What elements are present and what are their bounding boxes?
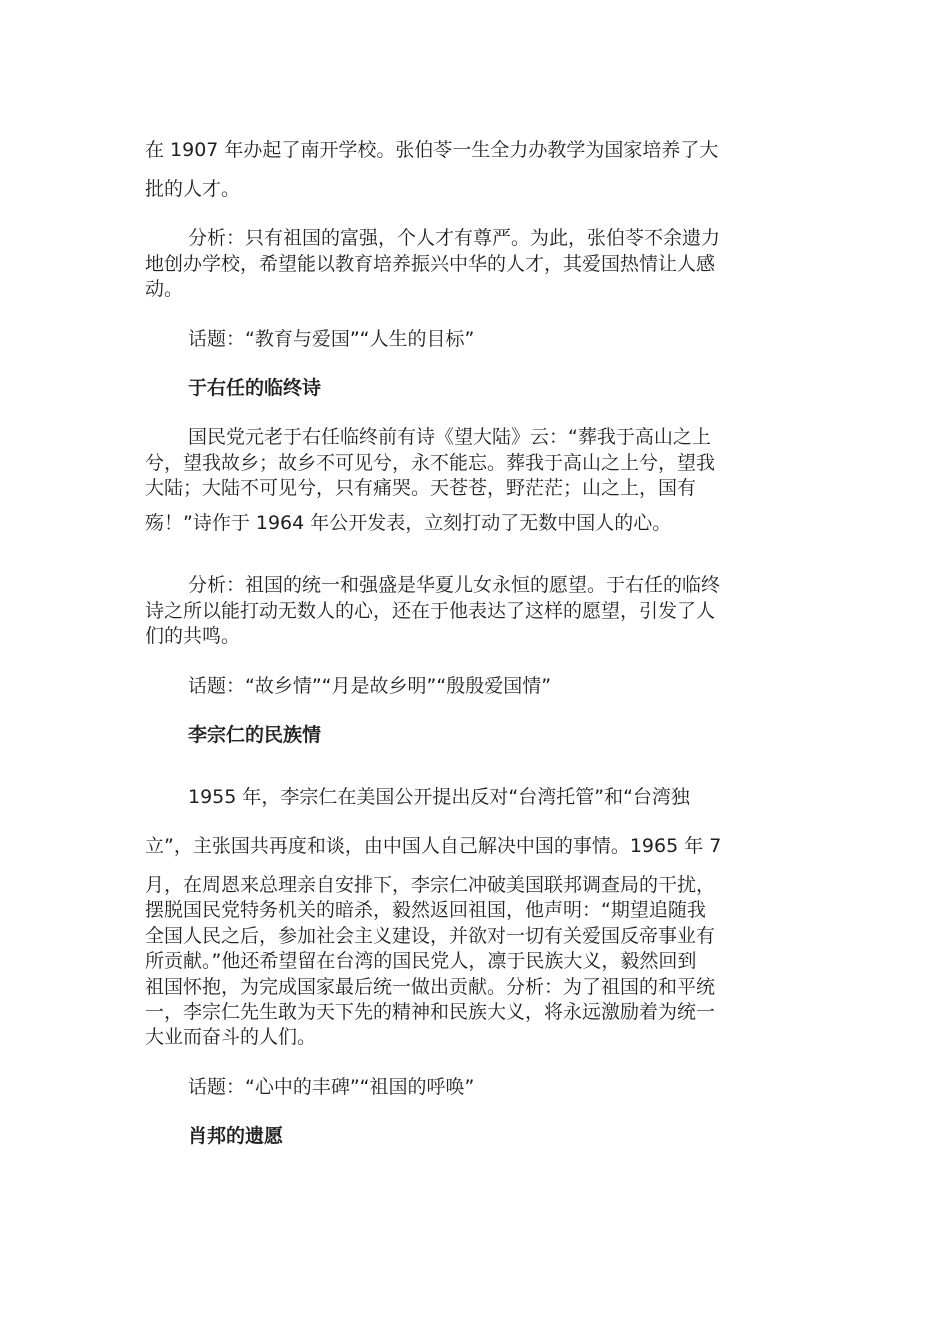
- analysis-paragraph-line: 诗之所以能打动无数人的心，还在于他表达了这样的愿望，引发了人: [145, 600, 716, 622]
- body-text-line: 1955 年，李宗仁在美国公开提出反对“台湾托管”和“台湾独: [188, 786, 690, 808]
- body-text-line: 殇！”诗作于 1964 年公开发表，立刻打动了无数中国人的心。: [145, 512, 672, 534]
- body-text-line: 大陆；大陆不可见兮，只有痛哭。天苍苍，野茫茫；山之上，国有: [145, 477, 697, 499]
- analysis-paragraph-line: 分析：只有祖国的富强，个人才有尊严。为此，张伯苓不余遗力: [188, 227, 721, 249]
- body-text-line: 立”，主张国共再度和谈，由中国人自己解决中国的事情。1965 年 7: [145, 835, 722, 857]
- section-heading: 肖邦的遗愿: [188, 1125, 284, 1147]
- topic-line: 话题：“故乡情”“月是故乡明”“殷殷爱国情”: [188, 675, 552, 697]
- analysis-paragraph-line: 们的共鸣。: [145, 625, 241, 647]
- body-text-line: 祖国怀抱，为完成国家最后统一做出贡献。分析：为了祖国的和平统: [145, 976, 716, 998]
- body-text-line: 兮，望我故乡；故乡不可见兮，永不能忘。葬我于高山之上兮，望我: [145, 452, 716, 474]
- analysis-paragraph-line: 分析：祖国的统一和强盛是华夏儿女永恒的愿望。于右任的临终: [188, 574, 721, 596]
- body-text-line: 国民党元老于右任临终前有诗《望大陆》云：“葬我于高山之上: [188, 426, 711, 448]
- analysis-paragraph-line: 地创办学校，希望能以教育培养振兴中华的人才，其爱国热情让人感: [145, 253, 716, 275]
- body-text-line: 一，李宗仁先生敢为天下先的精神和民族大义，将永远激励着为统一: [145, 1001, 716, 1023]
- topic-line: 话题：“心中的丰碑”“祖国的呼唤”: [188, 1076, 475, 1098]
- body-text-line: 全国人民之后，参加社会主义建设，并欲对一切有关爱国反帝事业有: [145, 925, 716, 947]
- body-text-line: 大业而奋斗的人们。: [145, 1026, 317, 1048]
- body-text-line: 所贡献。”他还希望留在台湾的国民党人，凛于民族大义，毅然回到: [145, 950, 697, 972]
- body-text-line: 摆脱国民党特务机关的暗杀，毅然返回祖国，他声明：“期望追随我: [145, 899, 706, 921]
- body-text-line: 在 1907 年办起了南开学校。张伯苓一生全力办教学为国家培养了大: [145, 139, 719, 161]
- section-heading: 于右任的临终诗: [188, 377, 322, 399]
- section-heading: 李宗仁的民族情: [188, 724, 322, 746]
- analysis-paragraph-line: 动。: [145, 278, 184, 300]
- body-text-line: 批的人才。: [145, 178, 241, 200]
- topic-line: 话题：“教育与爱国”“人生的目标”: [188, 328, 475, 350]
- body-text-line: 月，在周恩来总理亲自安排下，李宗仁冲破美国联邦调查局的干扰，: [145, 874, 716, 896]
